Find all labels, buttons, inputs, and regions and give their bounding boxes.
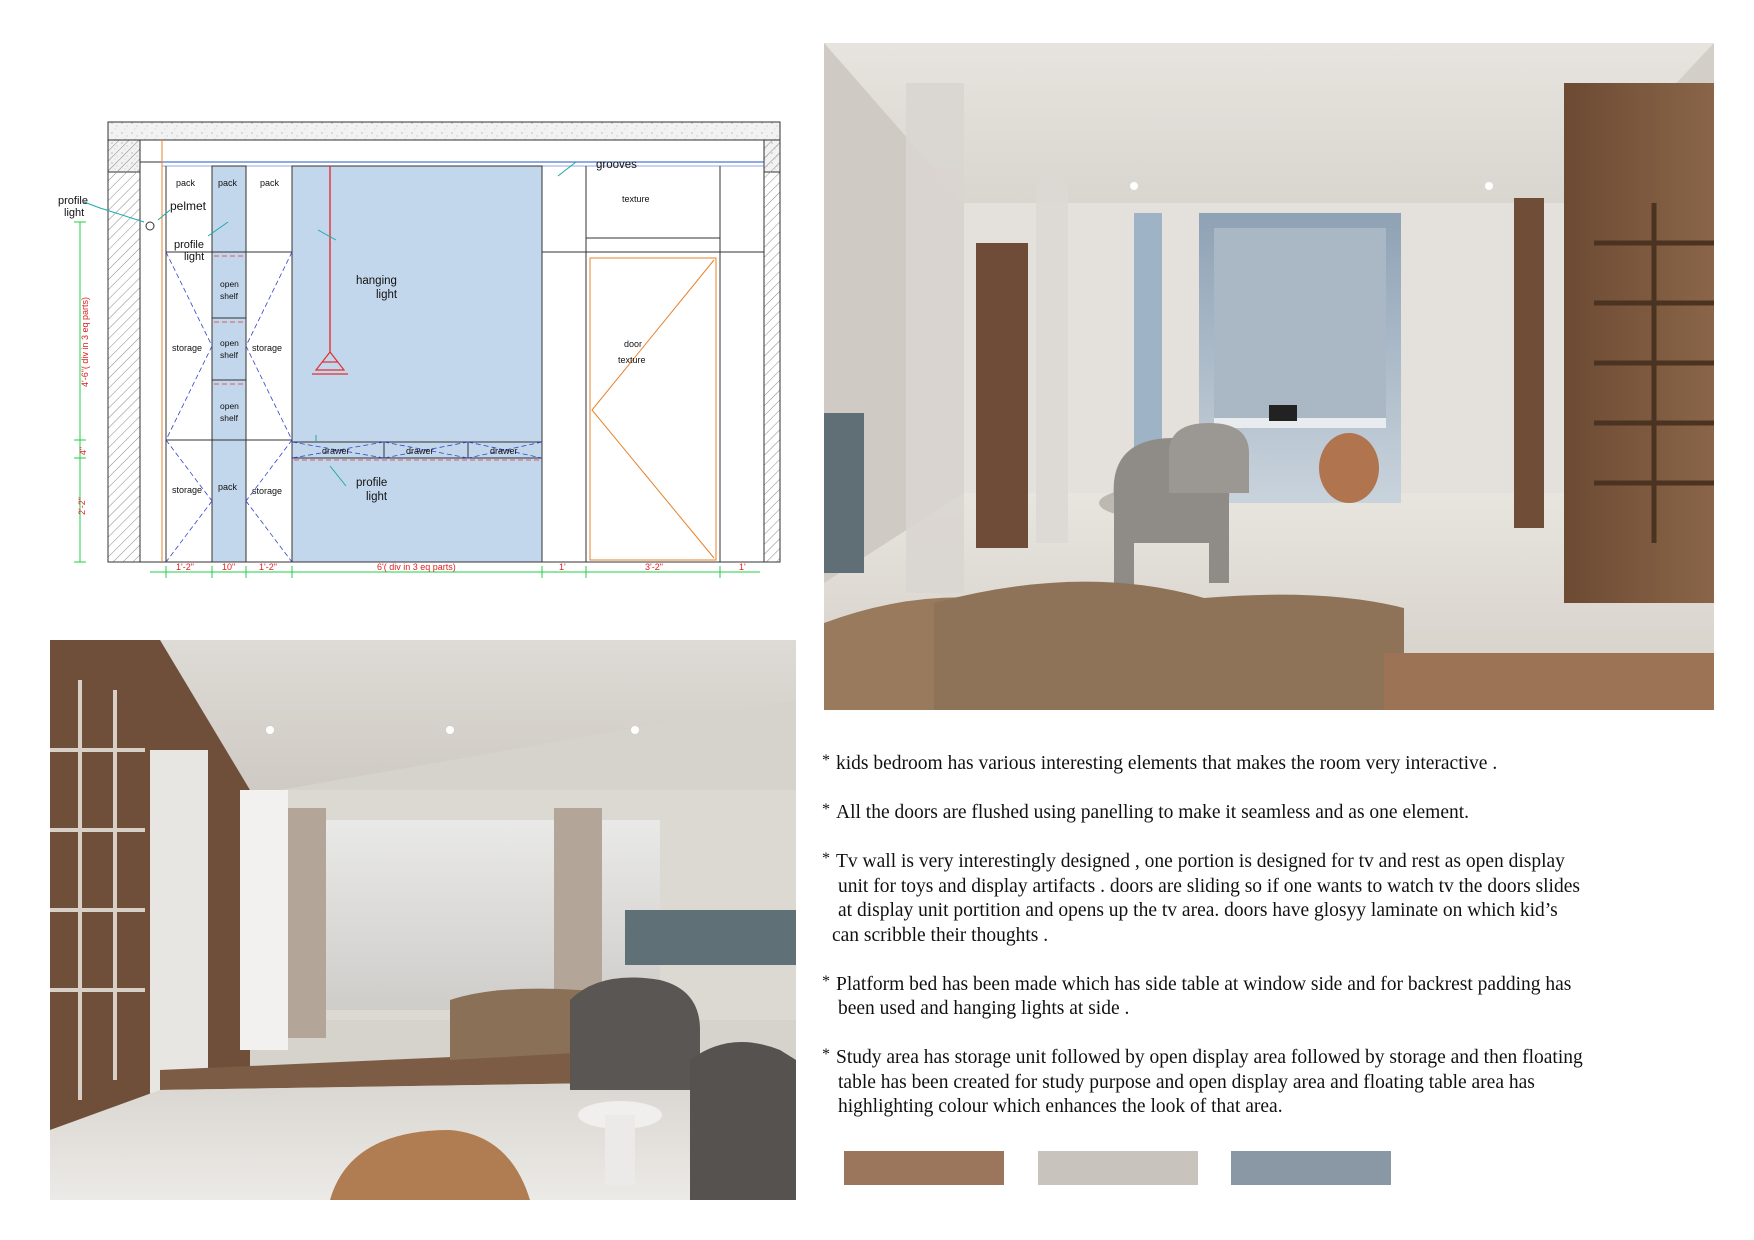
label-hanging-light: hanging [356,275,397,287]
design-notes [822,752,1722,1144]
label-grooves: grooves [596,159,637,171]
label-drawer-3: drawer [490,446,518,456]
wardrobe-elevation-drawing [40,110,800,590]
label-pack-4: pack [218,482,238,492]
label-storage-4: storage [252,486,283,496]
label-pack-2: pack [218,178,238,188]
label-storage-3: storage [172,485,203,495]
label-pack-1: pack [176,178,196,188]
dim-horizontal-labels [40,562,800,576]
bullet-star: * [822,1046,830,1063]
label-open-shelf-1b: shelf [220,291,238,301]
label-pelmet: pelmet [170,199,207,213]
pelmet-band [140,140,764,162]
label-door: door [624,339,643,349]
bullet-star: * [822,801,830,818]
label-profile-light-inner: profile [174,239,204,251]
palette-swatch-greige [1038,1151,1198,1185]
note-3 [822,850,1722,948]
note-5 [822,1046,1722,1120]
note-4-line-1: Platform bed has been made which has side table at window side and for backrest padding has [836,973,1572,995]
dim-v-2: 4" [78,446,88,456]
label-profile-light-bottom-2: light [366,491,388,503]
label-storage-2: storage [252,343,283,353]
label-texture-top: texture [622,194,650,204]
bullet-star: * [822,752,830,769]
label-door-texture: texture [618,355,646,365]
dim-h-1: 1'-2" [176,562,194,572]
note-5-line-2: table has been created for study purpose and open display area and floating table area has [838,1071,1535,1093]
dim-h-5: 1' [559,562,566,572]
left-wall-hatch [108,140,140,562]
label-open-shelf-3: open [220,401,239,411]
note-2 [822,801,1722,826]
dim-h-3: 1'-2" [259,562,277,572]
label-profile-light-inner-2: light [184,251,205,263]
label-profile-light-left: profile [58,195,88,207]
label-open-shelf-3b: shelf [220,413,238,423]
note-1-line-1: kids bedroom has various interesting elements that makes the room very interactive . [836,753,1498,774]
note-4 [822,973,1722,1022]
note-3-line-1: Tv wall is very interestingly designed , one portion is designed for tv and rest as open display [836,851,1565,872]
bullet-star: * [822,972,830,990]
note-1 [822,752,1722,777]
dim-h-6: 3'-2" [645,562,663,572]
right-wall-hatch [764,140,780,562]
label-open-shelf-2: open [220,338,239,348]
dim-h-7: 1' [739,562,746,572]
label-storage-1: storage [172,343,203,353]
label-hanging-light-2: light [376,289,398,301]
note-4-line-2: been used and hanging lights at side . [838,998,1130,1019]
note-5-line-1: Study area has storage unit followed by open display area followed by storage and then floating [836,1047,1583,1068]
dim-v-1: 4'-6"( div in 3 eq parts) [80,297,90,387]
render-bedroom [50,640,796,1200]
dim-v-3: 2'-2" [77,497,87,515]
note-3-line-2: unit for toys and display artifacts . doors are sliding so if one wants to watch tv the doors slides [838,875,1580,897]
note-3-line-4: can scribble their thoughts . [832,924,1049,946]
label-open-shelf-1: open [220,279,239,289]
dim-h-4: 6'( div in 3 eq parts) [377,562,456,572]
open-shelf-column [212,166,246,562]
label-drawer-2: drawer [406,446,434,456]
label-profile-light-bottom: profile [356,477,388,489]
note-3-line-3: at display unit portition and opens up the tv area. doors have glosyy laminate on which kid’s [838,900,1558,921]
label-drawer-1: drawer [322,446,350,456]
render-study-area [824,43,1714,710]
palette-swatch-blue-grey [1231,1151,1391,1185]
bullet-star: * [822,850,830,867]
label-open-shelf-2b: shelf [220,350,238,360]
dim-h-2: 10" [222,562,236,572]
note-2-line-1: All the doors are flushed using panelling to make it seamless and as one element. [836,802,1470,823]
note-5-line-3: highlighting colour which enhances the look of that area. [838,1096,1283,1117]
palette-swatch-brown [844,1151,1004,1185]
label-profile-light-left-2: light [64,207,85,219]
label-pack-3: pack [260,178,280,188]
